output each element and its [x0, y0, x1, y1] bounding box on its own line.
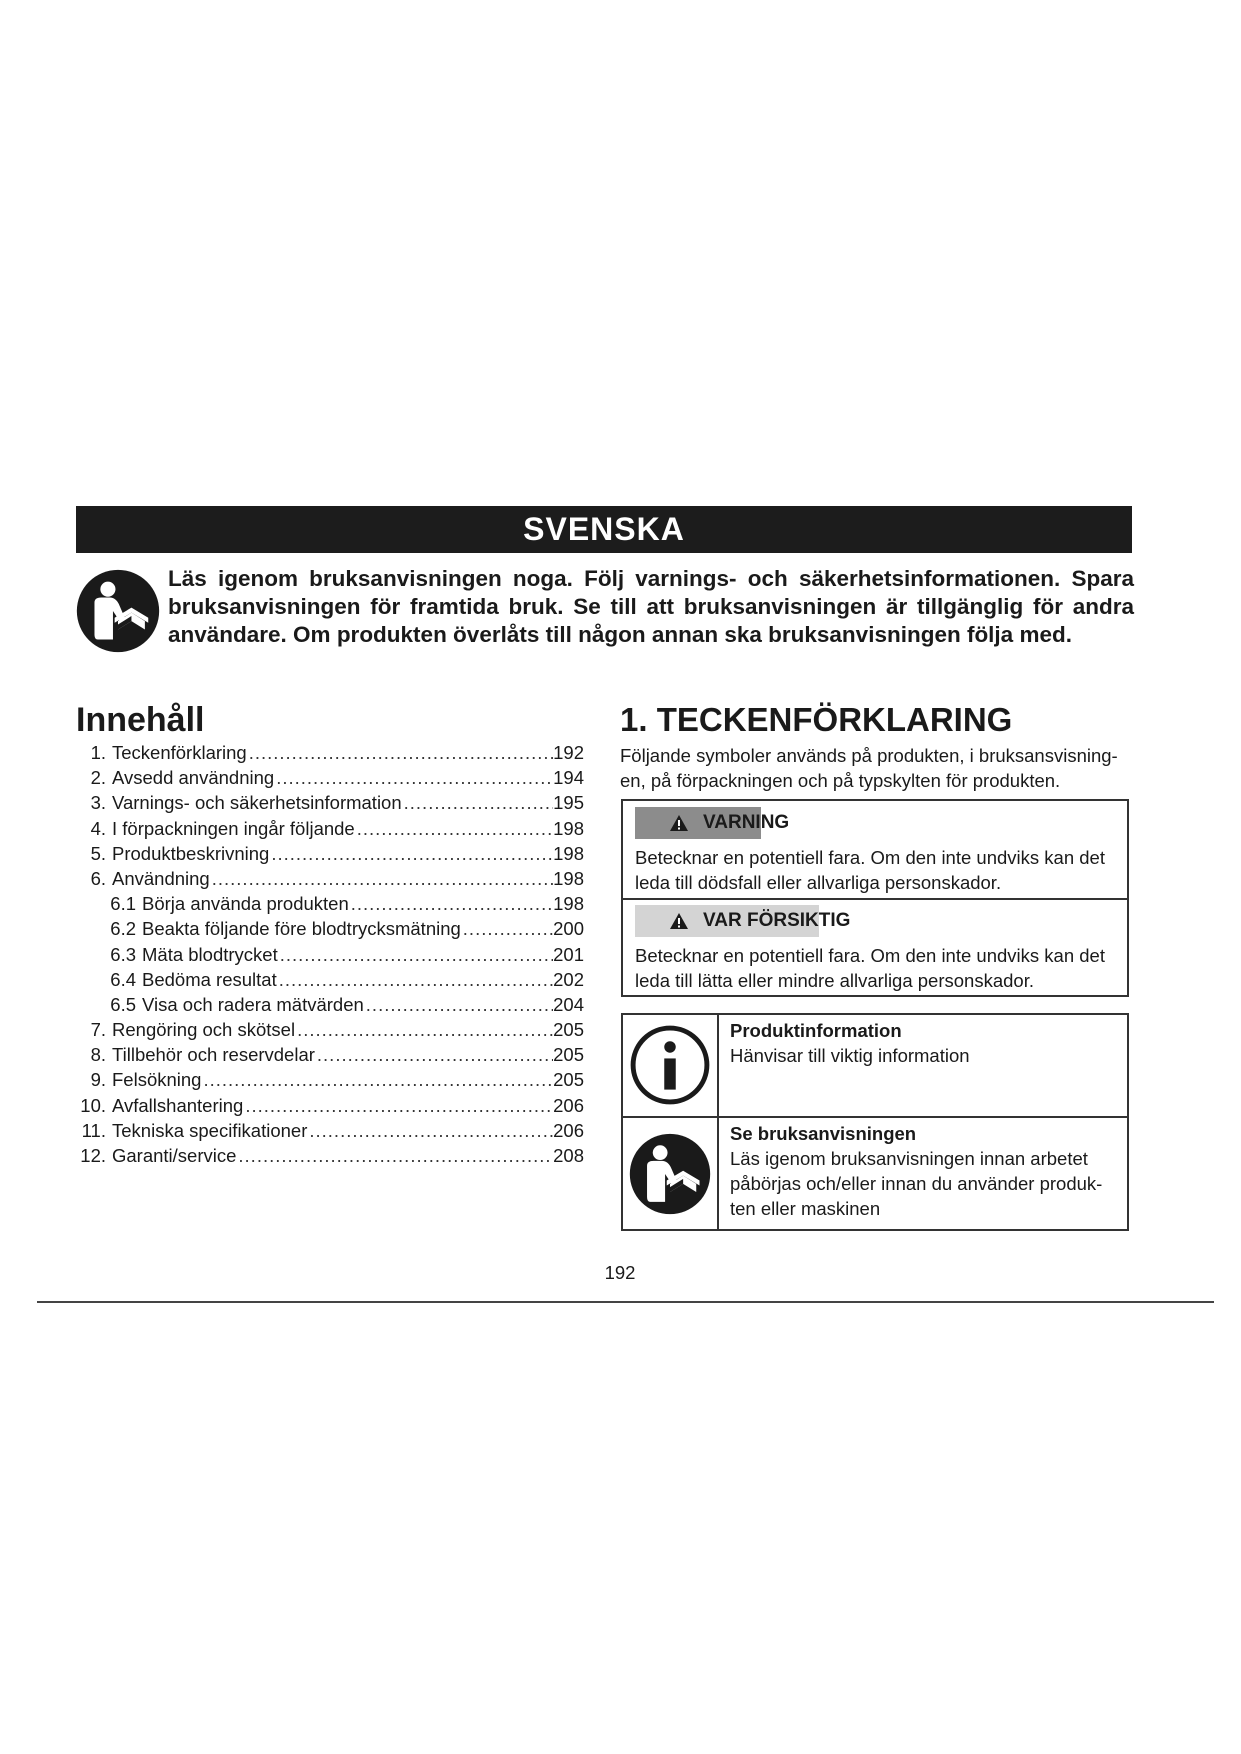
- toc-item-number: 8.: [90, 1044, 106, 1066]
- toc-leader: [243, 1093, 553, 1118]
- toc-title: Innehåll: [76, 701, 205, 739]
- toc-item-number: 12.: [80, 1145, 106, 1166]
- warning-header: [635, 807, 789, 839]
- intro-text: Läs igenom bruksanvisningen noga. Följ varnings- och säkerhetsinformationen. Spara bruksanvisningen för framtida bruk. Se till att bruksanvisningen är tillgänglig för andra användare. Om produkten överlåts till någon annan ska bruksanvisningen följa med.: [168, 566, 1134, 647]
- toc-leader: [210, 866, 553, 891]
- warning-triangle-icon: [669, 912, 689, 930]
- toc-item-label: Felsökning: [112, 1069, 202, 1091]
- toc-leader: [278, 942, 553, 967]
- toc-subitem[interactable]: [76, 992, 584, 1017]
- toc-item-page: 208: [553, 1145, 584, 1166]
- footer-rule: [37, 1301, 1214, 1303]
- toc-item-page: 202: [553, 968, 584, 990]
- toc-item-page: 198: [553, 893, 584, 915]
- toc-item-label: Rengöring och skötsel: [112, 1019, 296, 1041]
- toc-item-page: 194: [553, 767, 584, 789]
- toc-subitem[interactable]: [76, 942, 584, 967]
- toc-item-page: 206: [553, 1094, 584, 1116]
- symbol-table: [621, 1013, 1129, 1231]
- toc-leader: [269, 841, 553, 866]
- toc-item-number: 11.: [81, 1119, 106, 1141]
- toc-item-label: Avsedd användning: [112, 767, 275, 789]
- toc-leader: [315, 1042, 553, 1067]
- toc-leader: [402, 790, 553, 815]
- toc-item-page: 206: [553, 1119, 584, 1141]
- toc-item-label: Visa och radera mätvärden: [142, 993, 364, 1015]
- toc-leader: [247, 740, 553, 765]
- toc-item-number: 6.2: [110, 918, 136, 940]
- toc-item[interactable]: [76, 740, 584, 765]
- toc-item-label: Produktbeskrivning: [112, 842, 270, 864]
- table-of-contents: [76, 740, 584, 1168]
- caution-header: [635, 905, 850, 937]
- toc-item-number: 1.: [90, 742, 106, 763]
- warning-box: [621, 799, 1129, 997]
- info-row-text: Hänvisar till viktig information: [730, 1045, 970, 1066]
- toc-item[interactable]: [76, 790, 584, 815]
- toc-item-number: 3.: [90, 792, 106, 814]
- toc-item[interactable]: [76, 1017, 584, 1042]
- toc-item[interactable]: [76, 1093, 584, 1118]
- toc-item-page: 205: [553, 1044, 584, 1066]
- toc-item-label: Användning: [112, 867, 210, 889]
- toc-subitem[interactable]: [76, 891, 584, 916]
- toc-item-label: Garanti/service: [112, 1145, 237, 1166]
- toc-item-number: 6.5: [110, 993, 136, 1015]
- toc-leader: [461, 916, 553, 941]
- toc-item-page: 205: [553, 1019, 584, 1041]
- toc-item[interactable]: [76, 866, 584, 891]
- toc-item-page: 198: [553, 842, 584, 864]
- toc-item[interactable]: [76, 1118, 584, 1143]
- toc-item-label: I förpackningen ingår följande: [112, 817, 355, 839]
- toc-item-label: Teckenförklaring: [112, 742, 247, 763]
- section-intro: Följande symboler används på produkten, i bruksansvisning-en, på förpackningen och på typskylten för produkten.: [620, 745, 1118, 791]
- language-banner: SVENSKA: [76, 506, 1132, 553]
- toc-item-number: 6.1: [110, 893, 136, 915]
- toc-item[interactable]: [76, 765, 584, 790]
- toc-item-number: 5.: [90, 842, 106, 864]
- toc-item-number: 4.: [90, 817, 106, 839]
- toc-item-label: Mäta blodtrycket: [142, 943, 278, 965]
- toc-item-label: Varnings- och säkerhetsinformation: [112, 792, 402, 814]
- toc-leader: [307, 1118, 553, 1143]
- read-manual-icon: [76, 569, 160, 653]
- toc-item[interactable]: [76, 816, 584, 841]
- toc-item-number: 9.: [90, 1069, 106, 1091]
- caution-text: Betecknar en potentiell fara. Om den inte undviks kan det leda till lätta eller mindre allvarliga personskador.: [635, 945, 1105, 991]
- toc-item-page: 200: [553, 918, 584, 940]
- toc-leader: [277, 967, 553, 992]
- toc-leader: [274, 765, 553, 790]
- manual-row-title: Se bruksanvisningen: [730, 1123, 917, 1144]
- info-icon: [629, 1024, 711, 1106]
- warning-triangle-icon: [669, 814, 689, 832]
- toc-item[interactable]: [76, 1143, 584, 1168]
- toc-item-label: Bedöma resultat: [142, 968, 277, 990]
- toc-item-number: 2.: [90, 767, 106, 789]
- toc-item-page: 201: [553, 943, 584, 965]
- toc-item-page: 198: [553, 867, 584, 889]
- toc-item-number: 6.4: [110, 968, 136, 990]
- toc-item-number: 10.: [80, 1094, 106, 1116]
- toc-item-number: 6.3: [110, 943, 136, 965]
- read-manual-icon: [629, 1133, 711, 1215]
- caution-label: VAR FÖRSIKTIG: [703, 910, 851, 931]
- toc-leader: [295, 1017, 553, 1042]
- page-number: 192: [604, 1262, 636, 1283]
- toc-item-number: 6.: [90, 867, 106, 889]
- toc-item-page: 195: [553, 792, 584, 814]
- toc-subitem[interactable]: [76, 916, 584, 941]
- toc-item-label: Tekniska specifikationer: [112, 1119, 308, 1141]
- table-divider-vertical: [717, 1015, 719, 1229]
- toc-item-label: Beakta följande före blodtrycksmätning: [142, 918, 461, 940]
- toc-item-page: 204: [553, 993, 584, 1015]
- toc-leader: [364, 992, 553, 1017]
- toc-item[interactable]: [76, 841, 584, 866]
- toc-leader: [355, 816, 553, 841]
- toc-item-label: Börja använda produkten: [142, 893, 349, 915]
- toc-item[interactable]: [76, 1067, 584, 1092]
- toc-leader: [349, 891, 553, 916]
- warning-divider: [623, 898, 1127, 900]
- warning-text: Betecknar en potentiell fara. Om den inte undviks kan det leda till dödsfall eller allvarliga personskador.: [635, 847, 1105, 893]
- section-title: 1. TECKENFÖRKLARING: [620, 701, 1013, 738]
- toc-item[interactable]: [76, 1042, 584, 1067]
- toc-item-number: 7.: [90, 1019, 106, 1041]
- table-divider-horizontal: [623, 1116, 1127, 1118]
- toc-leader: [236, 1143, 553, 1168]
- toc-item-page: 198: [553, 817, 584, 839]
- toc-subitem[interactable]: [76, 967, 584, 992]
- manual-row-text: Läs igenom bruksanvisningen innan arbetet påbörjas och/eller innan du använder produk-ten eller maskinen: [730, 1148, 1103, 1219]
- toc-item-page: 192: [553, 742, 584, 763]
- warning-label: VARNING: [703, 812, 790, 833]
- toc-leader: [201, 1067, 553, 1092]
- toc-item-page: 205: [553, 1069, 584, 1091]
- info-row-title: Produktinformation: [730, 1020, 902, 1041]
- toc-item-label: Avfallshantering: [112, 1094, 244, 1116]
- toc-item-label: Tillbehör och reservdelar: [112, 1044, 315, 1066]
- intro-block: [76, 565, 1134, 655]
